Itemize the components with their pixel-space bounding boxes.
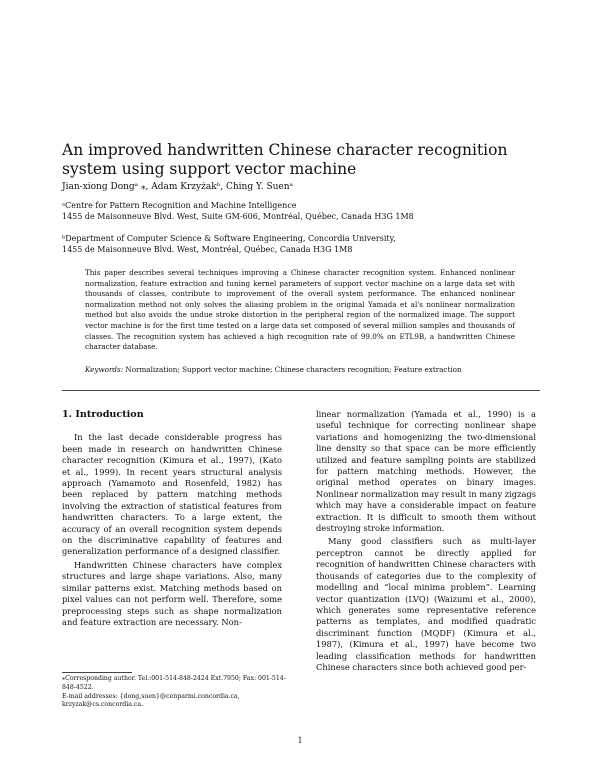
affiliation-a-line2: 1455 de Maisonneuve Blvd. West, Suite GM-606, Montréal, Québec, Canada H3G 1M8 bbox=[62, 212, 414, 221]
footnote-email: E-mail addresses: {dong,suen}@cenparmi.concordia.ca, krzyzak@cs.concordia.ca. bbox=[62, 692, 240, 709]
keywords-text: Normalization; Support vector machine; Chinese characters recognition; Feature extraction bbox=[125, 365, 462, 374]
affiliation-b-line1: ᵇDepartment of Computer Science & Software Engineering, Concordia University, bbox=[62, 234, 396, 243]
author-list: Jian-xiong Dongᵃ ⁎, Adam Krzyżakᵇ, Ching Y. Suenᵃ bbox=[62, 182, 294, 192]
right-paragraph-1: linear normalization (Yamada et al., 1990) is a useful technique for correcting nonlinear shape variations and homogenizing the two-dimensional line density so that space can be more efficiently utilized and feature sampling points are stabilized for pattern matching methods. However, the original method operates on binary images. Nonlinear normalization may result in many zigzags which may have a considerable impact on feature extraction. It is difficult to smooth them without destroying stroke information. bbox=[316, 409, 536, 534]
right-paragraph-2: Many good classifiers such as multi-layer perceptron cannot be directly applied for recognition of handwritten Chinese characters with thousands of categories due to the complexity of modelling and “local minima problem”. Learning vector quantization (LVQ) (Waizumi et al., 2000), which generates some representative reference patterns as templates, and modified quadratic discriminant function (MQDF) (Kimura et al., 1987), (Kimura et al., 1997) have become two leading classification methods for handwritten Chinese characters since both achieved good per- bbox=[316, 536, 536, 672]
abstract: This paper describes several techniques improving a Chinese character recognition system. Enhanced nonlinear normalization, feature extraction and tuning kernel parameters of support vector machine on a large data set with thousands of classes, contribute to improvement of the overall system performance. The enhanced nonlinear normalization method not only solves the aliasing problem in the original Yamada et al's nonlinear normalization method but also avoids the undue stroke distortion in the peripheral region of the normalized image. The support vector machine is for the first time tested on a large data set composed of several million samples and thousands of classes. The recognition system has achieved a high recognition rate of 99.0% on ETL9B, a handwritten Chinese character database. bbox=[85, 268, 515, 352]
section-divider bbox=[62, 390, 540, 391]
footnote-divider bbox=[62, 672, 132, 673]
keywords bbox=[85, 365, 515, 374]
affiliation-a-line1: ᵃCentre for Pattern Recognition and Machine Intelligence bbox=[62, 201, 297, 210]
page-number: 1 bbox=[297, 736, 303, 745]
left-column bbox=[62, 409, 282, 628]
paper-title: An improved handwritten Chinese character recognition system using support vector machine bbox=[62, 141, 508, 178]
left-paragraph-1: In the last decade considerable progress has been made in research on handwritten Chinese character recognition (Kimura et al., 1997), (Kato et al., 1999). In recent years structural analysis approach (Yamamoto and Rosenfeld, 1982) has been replaced by pattern matching methods involving the extraction of statistical features from handwritten characters. To a large extent, the accuracy of an overall recognition system depends on the discriminative capability of features and generalization performance of a designed classifier. bbox=[62, 432, 282, 557]
section-heading: 1. Introduction bbox=[62, 409, 144, 420]
affiliation-b bbox=[62, 233, 532, 255]
footnote-contact: ⁎Corresponding author. Tel.:001-514-848-2424 Ext.7950; Fax: 001-514-848-4522. bbox=[62, 675, 286, 691]
right-column bbox=[316, 409, 536, 673]
footnotes bbox=[62, 675, 287, 710]
left-paragraph-2: Handwritten Chinese characters have complex structures and large shape variations. Also, many similar patterns exist. Matching methods based on pixel values can not perform well. Therefore, some preprocessing steps such as shape normalization and feature extraction are necessary. Non- bbox=[62, 559, 282, 627]
keywords-label: Keywords: bbox=[85, 365, 124, 374]
affiliation-a bbox=[62, 200, 532, 222]
affiliation-b-line2: 1455 de Maisonneuve Blvd. West, Montréal, Québec, Canada H3G 1M8 bbox=[62, 245, 353, 254]
